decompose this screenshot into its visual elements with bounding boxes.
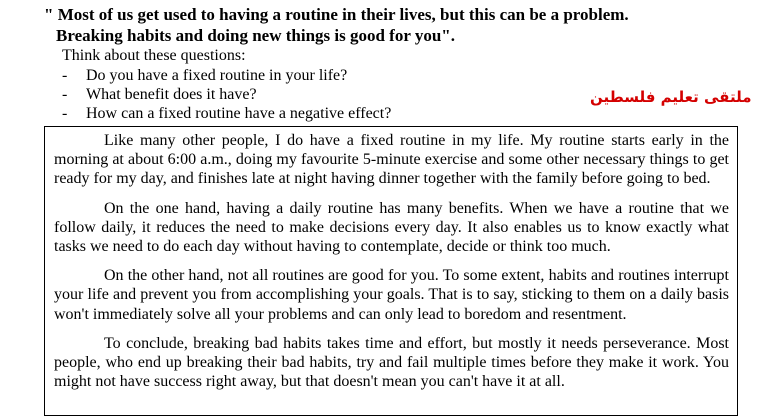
dash-bullet: -	[62, 86, 68, 103]
dash-bullet: -	[62, 67, 68, 84]
question-text: Do you have a fixed routine in your life?	[86, 67, 348, 84]
question-item	[62, 66, 391, 85]
essay-paragraph: Like many other people, I do have a fixed routine in my life. My routine starts early in the morning at about 6:00 a.m., doing my favourite 5-minute exercise and some other necessary things to get ready for my day, and finishes late at night having dinner together with the family before going to bed.	[54, 132, 729, 188]
essay-paragraph: To conclude, breaking bad habits takes time and effort, but mostly it needs perseverance. Most people, who end up breaking their bad habits, try and fail multiple times before they make it work. You might not have success right away, but that doesn't mean you can't have it at all.	[54, 334, 729, 391]
quote-line-2: Breaking habits and doing new things is good for you".	[56, 26, 455, 45]
questions-list	[62, 66, 391, 123]
essay-box	[44, 126, 738, 416]
essay-paragraph: On the one hand, having a daily routine has many benefits. When we have a routine that we follow daily, it reduces the need to make decisions every day. It also enables us to know exactly what tasks we need to do each day without having to contemplate, decide or think too much.	[54, 199, 729, 256]
site-watermark: ملتقى تعليم فلسطين	[590, 88, 752, 106]
question-item	[62, 104, 391, 123]
question-text: How can a fixed routine have a negative effect?	[86, 105, 392, 122]
questions-intro: Think about these questions:	[62, 47, 246, 64]
quote-line-1: " Most of us get used to having a routine in their lives, but this can be a problem.	[44, 5, 629, 24]
dash-bullet: -	[62, 105, 68, 122]
question-text: What benefit does it have?	[86, 86, 257, 103]
writing-prompt-quote	[44, 4, 774, 46]
essay-paragraph: On the other hand, not all routines are good for you. To some extent, habits and routines interrupt your life and prevent you from accomplishing your goals. That is to say, sticking to them on a daily basis won't immediately solve all your problems and can only lead to boredom and resentment.	[54, 267, 729, 323]
question-item	[62, 85, 391, 104]
